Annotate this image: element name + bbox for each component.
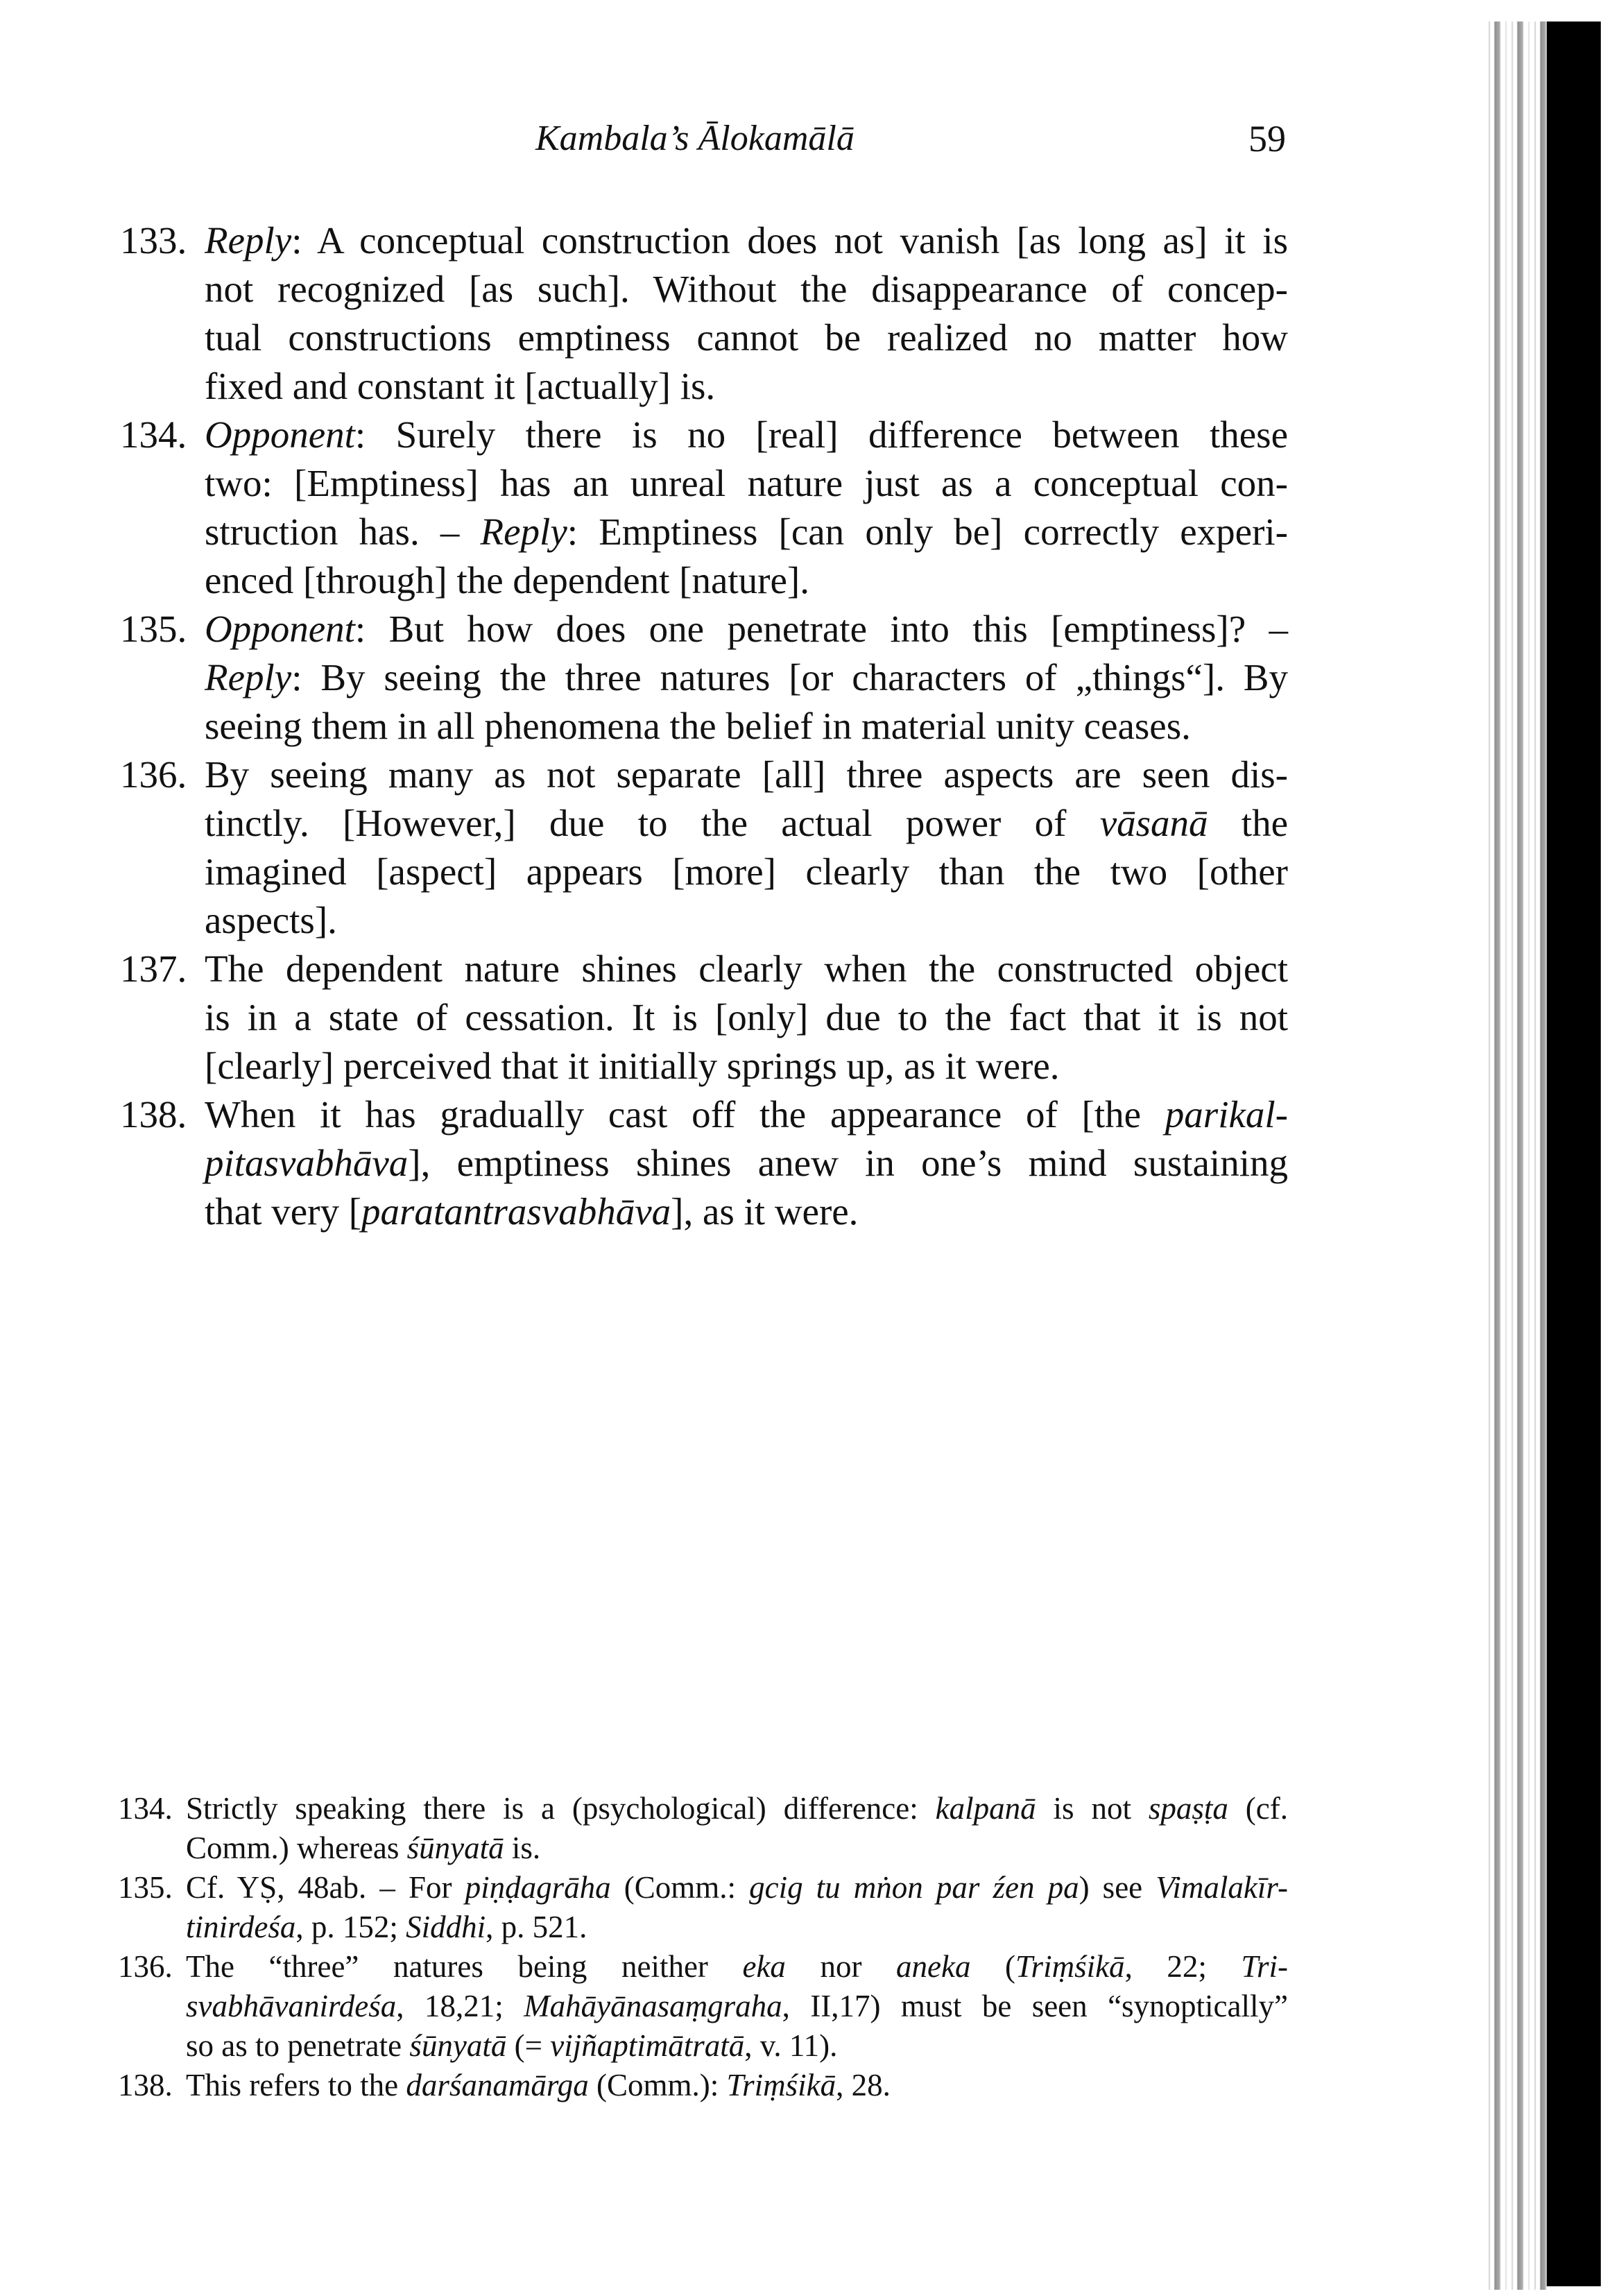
italic-term: Tri- [1241, 1949, 1288, 1984]
text-run: , 22; [1124, 1949, 1242, 1984]
text-run: (= [506, 2028, 551, 2063]
italic-term: Opponent [205, 413, 355, 456]
italic-term: darśanamārga [406, 2068, 589, 2102]
verse-line [205, 508, 1288, 556]
running-header-title: Kambala’s Ālokamālā [535, 119, 855, 158]
italic-term: vijñaptimātratā [550, 2028, 745, 2063]
text-run: enced [through] the dependent [nature]. [205, 559, 809, 601]
footnote-line [186, 1947, 1288, 1986]
italic-term: parikal- [1165, 1093, 1288, 1136]
text-run: ], as it were. [671, 1190, 859, 1233]
italic-term: Vimalakīr- [1156, 1870, 1288, 1905]
text-run: The dependent nature shines clearly when the constructed object [205, 948, 1288, 990]
italic-term: śūnyatā [406, 1831, 504, 1865]
text-run: tual constructions emptiness cannot be realized no matter how [205, 316, 1288, 359]
scan-edge-shadow [1547, 22, 1601, 2286]
text-run: is. [504, 1831, 541, 1865]
scan-edge-noise [1484, 22, 1547, 2290]
text-run: ( [970, 1949, 1016, 1984]
text-run: that very [ [205, 1190, 362, 1233]
verse-line [205, 1090, 1288, 1139]
verse-line [205, 556, 1288, 605]
text-run: ], emptiness shines anew in one’s mind sustaining [408, 1142, 1288, 1184]
verse-number: 134. [120, 413, 187, 456]
verse-line [205, 1188, 1288, 1236]
verse-line [205, 848, 1288, 896]
italic-term: spaṣṭa [1148, 1791, 1228, 1826]
text-run: , p. 152; [295, 1910, 406, 1944]
text-run: , 28. [836, 2068, 891, 2102]
verse-line [205, 411, 1288, 459]
italic-term: piṇḍagrāha [465, 1870, 611, 1905]
text-run: By seeing many as not separate [all] three aspects are seen dis- [205, 753, 1288, 796]
italic-term: Triṃśikā [726, 2068, 836, 2102]
footnote-line [186, 2066, 1288, 2105]
text-run: This refers to the [186, 2068, 406, 2102]
text-run: , 18,21; [396, 1989, 524, 2023]
text-run: : Surely there is no [real] difference between these [354, 413, 1288, 456]
text-run: fixed and constant it [actually] is. [205, 365, 716, 407]
verse-line [205, 945, 1288, 993]
verse-line [205, 1042, 1288, 1090]
verse-line [205, 653, 1288, 702]
page-number: 59 [1248, 118, 1286, 160]
verse-line [205, 799, 1288, 848]
text-run: ) see [1079, 1870, 1156, 1905]
italic-term: gcig tu mṅon par źen pa [749, 1870, 1079, 1905]
footnote-number: 136. [118, 1949, 173, 1984]
italic-term: śūnyatā [409, 2028, 507, 2063]
text-run: imagined [aspect] appears [more] clearly than the two [other [205, 850, 1288, 893]
text-run: the [1208, 802, 1288, 844]
italic-term: svabhāvanirdeśa [186, 1989, 397, 2023]
text-run: aspects]. [205, 899, 337, 941]
text-run: (Comm.): [588, 2068, 727, 2102]
text-run: not recognized [as such]. Without the disappearance of concep- [205, 268, 1288, 310]
text-run: two: [Emptiness] has an unreal nature just as a conceptual con- [205, 462, 1288, 504]
italic-term: tinirdeśa [186, 1910, 296, 1944]
text-run: [clearly] perceived that it initially springs up, as it were. [205, 1045, 1060, 1087]
verse-line [205, 216, 1288, 265]
footnote-line [186, 1908, 1288, 1946]
verse-line [205, 896, 1288, 945]
footnote-number: 134. [118, 1791, 173, 1826]
text-run: is in a state of cessation. It is [only] due to the fact that it is not [205, 996, 1288, 1038]
text-run: (cf. [1228, 1791, 1289, 1826]
text-run: : Emptiness [can only be] correctly experi- [567, 511, 1288, 553]
text-run: nor [785, 1949, 897, 1984]
footnote-number: 135. [118, 1870, 173, 1905]
verse-number: 138. [120, 1093, 187, 1136]
verse-line [205, 459, 1288, 508]
text-run: Comm.) whereas [186, 1831, 407, 1865]
verse-number: 136. [120, 753, 187, 796]
verse-line [205, 605, 1288, 653]
italic-term: kalpanā [935, 1791, 1036, 1826]
verse-line [205, 702, 1288, 751]
text-run: , v. 11). [744, 2028, 838, 2063]
text-run: The “three” natures being neither [186, 1949, 743, 1984]
verse-line [205, 1139, 1288, 1188]
text-run: (Comm.: [610, 1870, 750, 1905]
text-run: seeing them in all phenomena the belief in material unity ceases. [205, 705, 1191, 747]
text-run: so as to penetrate [186, 2028, 410, 2063]
italic-term: Reply [480, 511, 567, 553]
footnote-number: 138. [118, 2068, 173, 2102]
text-run: Cf. YṢ, 48ab. – For [186, 1870, 465, 1905]
text-run: , p. 521. [486, 1910, 587, 1944]
text-run: : A conceptual construction does not vanish [as long as] it is [291, 219, 1288, 262]
verse-line [205, 314, 1288, 362]
italic-term: Mahāyānasaṃgraha [524, 1989, 782, 2023]
verse-line [205, 362, 1288, 411]
footnote-line [186, 1868, 1288, 1907]
verse-number: 133. [120, 219, 187, 262]
text-run: , II,17) must be seen “synoptically” [782, 1989, 1288, 2023]
text-run: tinctly. [However,] due to the actual power of [205, 802, 1100, 844]
verse-line [205, 751, 1288, 799]
italic-term: aneka [896, 1949, 971, 1984]
verse-line [205, 265, 1288, 314]
footnote-line [186, 1987, 1288, 2025]
italic-term: Triṃśikā [1015, 1949, 1125, 1984]
text-run: When it has gradually cast off the appearance of [the [205, 1093, 1165, 1136]
text-run: : By seeing the three natures [or characters of „things“]. By [291, 656, 1288, 699]
italic-term: paratantrasvabhāva [361, 1190, 671, 1233]
italic-term: vāsanā [1099, 802, 1208, 844]
text-run: Strictly speaking there is a (psychological) difference: [186, 1791, 936, 1826]
italic-term: Reply [205, 219, 292, 262]
verse-number: 135. [120, 608, 187, 650]
text-run: is not [1036, 1791, 1149, 1826]
footnote-line [186, 1828, 1288, 1867]
verse-number: 137. [120, 948, 187, 990]
text-run: struction has. – [205, 511, 481, 553]
italic-term: Reply [205, 656, 292, 699]
italic-term: Siddhi [406, 1910, 486, 1944]
footnote-line [186, 2026, 1288, 2065]
verse-line [205, 993, 1288, 1042]
italic-term: Opponent [205, 608, 355, 650]
italic-term: eka [742, 1949, 786, 1984]
text-run: : But how does one penetrate into this [emptiness]? – [354, 608, 1288, 650]
italic-term: pitasvabhāva [205, 1142, 409, 1184]
footnote-line [186, 1789, 1288, 1828]
